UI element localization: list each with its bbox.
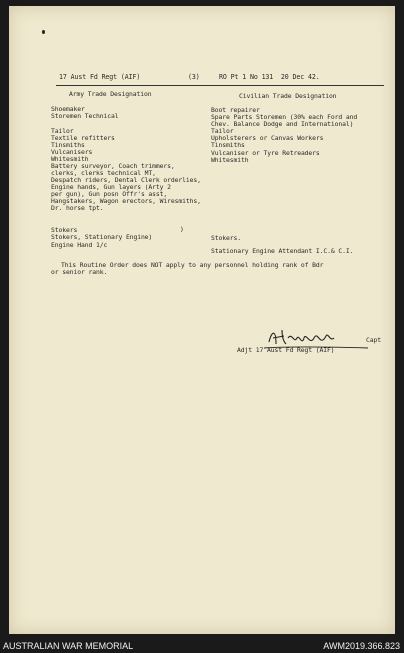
order-reference: RO Pt 1 No 131 20 Dec 42. bbox=[219, 73, 320, 81]
header-rule bbox=[56, 85, 384, 86]
army-trade-line: Vulcanisers bbox=[51, 148, 93, 156]
civilian-trade-line: Chev. Balance Dodge and International) bbox=[211, 120, 354, 128]
civilian-trade-line: Spare Parts Storemen (30% each Ford and bbox=[211, 113, 358, 121]
signatory-title: Adjt 17 Aust Fd Regt (AIF) bbox=[237, 346, 335, 354]
document-page bbox=[9, 6, 395, 634]
routine-order-note: This Routine Order does NOT apply to any personnel holding rank of Bdr bbox=[61, 261, 324, 269]
page-number: (3) bbox=[188, 73, 200, 81]
stokers-army-line: Stokers, Stationary Engine) bbox=[51, 233, 153, 241]
civilian-trade-line: Whitesmith bbox=[211, 156, 249, 164]
stokers-civilian-line: Stokers. bbox=[211, 234, 241, 242]
civilian-trade-line: Vulcaniser or Tyre Retreaders bbox=[211, 149, 320, 157]
army-trade-line: Engine hands, Gun layers (Arty 2 bbox=[51, 183, 171, 191]
army-trade-line: Tinsmiths bbox=[51, 141, 85, 149]
archive-footer bbox=[0, 638, 404, 653]
army-trade-line: Tailor bbox=[51, 127, 74, 135]
army-trade-line: Despatch riders, Dental Clerk orderlies, bbox=[51, 176, 201, 184]
civilian-column-heading: Civilian Trade Designation bbox=[239, 92, 337, 100]
army-trade-line: Shoemaker bbox=[51, 105, 85, 113]
army-trade-line: clerks, clerks technical MT, bbox=[51, 169, 156, 177]
civilian-trade-line: Boot repairer bbox=[211, 106, 260, 114]
civilian-trade-line: Tailor bbox=[211, 127, 234, 135]
unit-heading: 17 Aust Fd Regt (AIF) bbox=[59, 73, 141, 81]
army-trade-line: per gun), Gun posn Offr's asst, bbox=[51, 190, 168, 198]
stokers-civilian-line: Stationary Engine Attendant I.C.& C.I. bbox=[211, 247, 354, 255]
stokers-army-line: Stokers bbox=[51, 226, 78, 234]
ink-mark bbox=[42, 30, 45, 34]
stokers-army-line: Engine Hand 1/c bbox=[51, 241, 108, 249]
army-column-heading: Army Trade Designation bbox=[69, 90, 152, 98]
army-trade-line: Hangstakers, Wagon erectors, Wiresmiths, bbox=[51, 197, 201, 205]
routine-order-note-cont: or senior rank. bbox=[51, 268, 108, 276]
army-trade-line: Storemen Technical bbox=[51, 112, 119, 120]
army-trade-line: Dr. horse tpt. bbox=[51, 204, 104, 212]
civilian-trade-line: Tinsmiths bbox=[211, 141, 245, 149]
signature-rank: Capt bbox=[366, 336, 381, 344]
army-trade-line: Battery surveyor, Coach trimmers, bbox=[51, 162, 175, 170]
archive-name: AUSTRALIAN WAR MEMORIAL bbox=[3, 641, 134, 651]
army-trade-line: Whitesmith bbox=[51, 155, 89, 163]
army-trade-line: Textile refitters bbox=[51, 134, 115, 142]
stokers-bracket: ) bbox=[180, 225, 184, 233]
civilian-trade-line: Upholsterers or Canvas Workers bbox=[211, 134, 324, 142]
archive-reference: AWM2019.366.823 bbox=[323, 641, 400, 651]
